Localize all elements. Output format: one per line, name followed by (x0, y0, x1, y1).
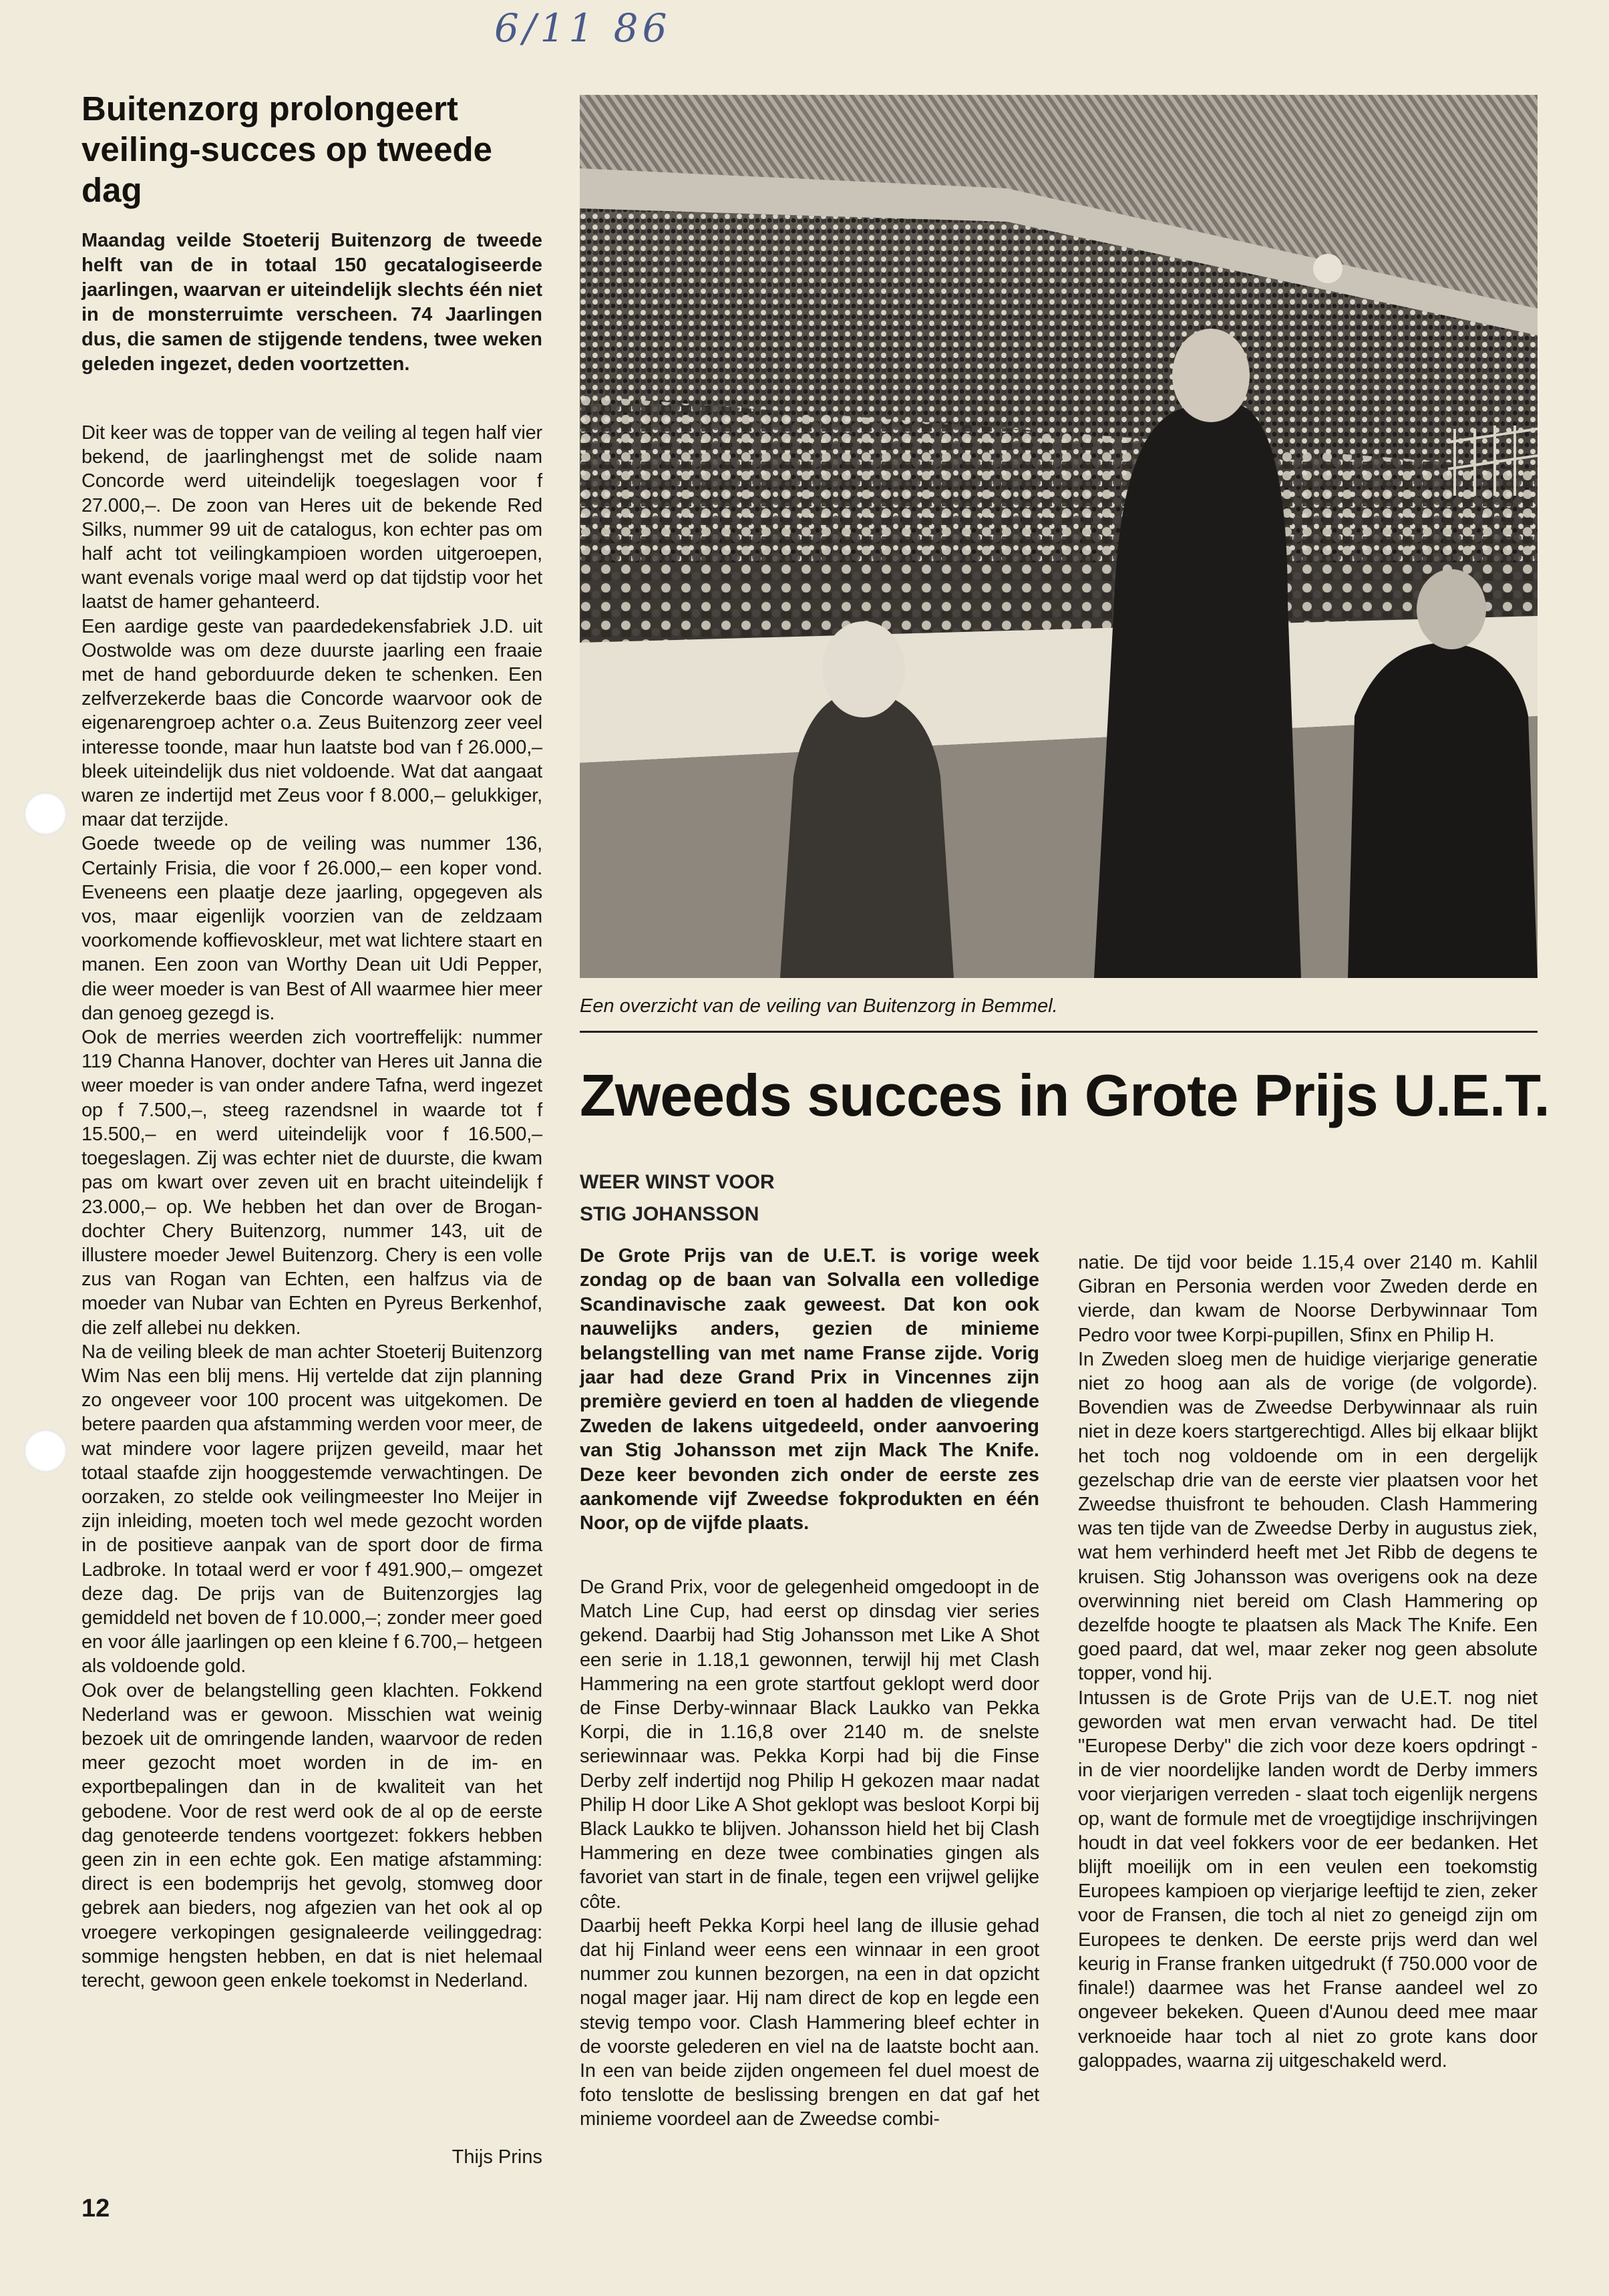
article-1-paragraph: Ook over de belangstelling geen klachten. Fokkend Nederland was er gewoon. Misschien wat weinig bezoek uit de omringende landen, waarvoor de reden meer gezocht moet worden in de im- en exportbepalingen dan in de kwaliteit van het gebodene. Voor de rest werd ook de al op de eerste dag genoteerde tendens voortgezet: fokkers hebben geen zin in een echte gok. Een matige afstamming: direct is een bodemprijs het gevolg, stomweg door gebrek aan bieders, nog afgezien van het ook al op vroegere verkopingen gesignaleerde veilinggedrag: sommige hengsten hebben, en dat is niet helemaal terecht, gewoon geen enkele toekomst in Nederland. (81, 1679, 542, 1991)
article-2-paragraph: De Grand Prix, voor de gelegenheid omgedoopt in de Match Line Cup, had eerst op dinsdag vier series gekend. Daarbij had Stig Johansson met Like A Shot een serie in 1.18,1 gewonnen, terwijl hij met Clash Hammering na een grote startfout geklopt werd door de Finse Derby-winnaar Black Laukko van Pekka Korpi, die in 1.16,8 over 2140 m. de snelste seriewinnaar was. Pekka Korpi had bij die Finse Derby zelf indertijd nog Philip H gekozen maar nadat Philip H door Like A Shot geklopt was besloot Korpi bij Black Laukko te blijven. Johansson hield het bij Clash Hammering en deze twee combinaties gingen als favoriet van start in de finale, tegen een vrijwel gelijke côte. (580, 1577, 1039, 1913)
article-2-paragraph: In Zweden sloeg men de huidige vierjarige generatie niet zo hoog aan als de vorige (de volgorde). Bovendien was de Zweedse Derbywinnaar als ruin niet in deze koers startgerechtigd. Alles bij elkaar blijkt het toch nog voldoende om in een dergelijk gezelschap drie van de eerste vier plaatsen voor het Zweedse thuisfront te behouden. Clash Hammering was ten tijde van de Zweedse Derby in augustus ziek, wat hem verhinderd heeft met Jet Ribb de degens te kruisen. Stig Johansson was overigens ook na deze overwinning niet bereid om Clash Hammering op dezelfde hoogte te plaatsen als Mack The Knife. Een goed paard, dat wel, maar zeker nog geen absolute topper, vond hij. (1078, 1348, 1538, 1685)
punch-hole (24, 1430, 67, 1472)
punch-hole (24, 792, 67, 835)
author-byline: Thijs Prins (452, 2146, 542, 2168)
article-2-body-col-1 (580, 1575, 1039, 2132)
article-2-body-col-2 (1078, 1251, 1538, 2073)
kicker-line: STIG JOHANSSON (580, 1203, 759, 1225)
article-2-paragraph: Intussen is de Grote Prijs van de U.E.T. nog niet geworden wat men ervan verwacht had. De titel "Europese Derby" die zich voor deze koers opdringt - in de vier noordelijke landen wordt de Derby immers voor vierjarigen verreden - slaat toch eigenlijk nergens op, want de formule met de vroegtijdige inschrijvingen houdt in dat veel fokkers voor de eer bedanken. Het blijft moeilijk om in een veulen een toekomstig Europees kampioen op vierjarige leeftijd te zien, zeker voor de Fransen, die toch al niet zo geneigd zijn om Europees te denken. De eerste prijs werd dan wel keurig in Franse franken uitgedrukt (f 750.000 voor de finale!) daarmee was het Franse aandeel wel zo ongeveer bekeken. Queen d'Aunou deed mee maar verknoeide haar toch al niet zo grote kans door galoppades, waarna zij uitgeschakeld werd. (1078, 1687, 1538, 2072)
article-2-paragraph: natie. De tijd voor beide 1.15,4 over 2140 m. Kahlil Gibran en Personia werden voor Zweden derde en vierde, dan kwam de Noorse Derbywinnaar Tom Pedro voor twee Korpi-pupillen, Sfinx en Philip H. (1078, 1252, 1538, 1346)
handwritten-date: 6/11 86 (494, 5, 671, 51)
auction-photo (580, 95, 1538, 978)
divider (580, 1031, 1538, 1033)
article-2-headline: Zweeds succes in Grote Prijs U.E.T. (580, 1062, 1550, 1128)
article-1-paragraph: Na de veiling bleek de man achter Stoeterij Buitenzorg Wim Nas een blij mens. Hij vertelde dat zijn planning zo ongeveer voor 100 procent was uitgekomen. De betere paarden qua afstamming werden voor meer, de wat mindere voor lagere prijzen geveild, maar het totaal staafde zijn hooggestemde verwachtingen. De oorzaken, zo stelde ook veilingmeester Ino Meijer in zijn inleiding, moeten toch wel mede gezocht worden in de positieve aanpak van de sport door de firma Ladbroke. In totaal werd er voor f 491.900,– omgezet deze dag. De prijs van de Buitenzorgjes lag gemiddeld net boven de f 10.000,–; zonder meer goed en voor álle jaarlingen op een kleine f 6.700,– hetgeen als voldoende gold. (81, 1341, 542, 1677)
article-1-paragraph: Ook de merries weerden zich voortreffelijk: nummer 119 Channa Hanover, dochter van Heres uit Janna die weer moeder is van onder andere Tafna, werd ingezet op f 7.500,–, steeg razendsnel in waarde tot f 15.500,– en werd uiteindelijk voor f 16.500,– toegeslagen. Zij was echter niet de duurste, die kwam pas om kwart over zeven uit en bracht uiteindelijk f 23.000,– op. We hebben het dan over de Brogan-dochter Chery Buitenzorg, nummer 143, uit de illustere moeder Jewel Buitenzorg. Chery is een volle zus van Rogan van Echten, een halfzus via de moeder van Nubar van Echten en Pyreus Berkenhof, die zelf allebei nu dekken. (81, 1027, 542, 1339)
page-number: 12 (81, 2194, 110, 2223)
photo-caption: Een overzicht van de veiling van Buitenzorg in Bemmel. (580, 995, 1058, 1017)
article-1-paragraph: Goede tweede op de veiling was nummer 136, Certainly Frisia, die voor f 26.000,– een koper vond. Eveneens een plaatje deze jaarling, opgegeven als vos, maar eigenlijk voorzien van de zeldzaam voorkomende koffievoskleur, met wat lichtere staart en manen. Een zoon van Worthy Dean uit Udi Pepper, die weer moeder is van Best of All waarmee hier meer dan genoeg gezegd is. (81, 833, 542, 1024)
article-1-lead: Maandag veilde Stoeterij Buitenzorg de tweede helft van de in totaal 150 gecatalogiseerde jaarlingen, waarvan er uiteindelijk slechts één niet in de monsterruimte verscheen. 74 Jaarlingen dus, die samen de stijgende tendens, twee weken geleden ingezet, deden voortzetten. (81, 230, 542, 375)
article-1-paragraph: Een aardige geste van paardedekensfabriek J.D. uit Oostwolde was om deze duurste jaarling een fraaie met de hand geborduurde deken te schenken. Een zelfverzekerde baas die Concorde waarvoor ook de eigenarengroep achter o.a. Zeus Buitenzorg zeer veel interesse toonde, maar hun laatste bod van f 26.000,– bleek uiteindelijk dus niet voldoende. Wat dat aangaat waren ze indertijd met Zeus voor f 8.000,– gelukkiger, maar dat terzijde. (81, 615, 542, 831)
kicker-line: WEER WINST VOOR (580, 1171, 775, 1193)
article-2-kicker (580, 1166, 1047, 1231)
article-1-paragraph: Dit keer was de topper van de veiling al tegen half vier bekend, de jaarlinghengst met de solide naam Concorde werd uiteindelijk toegeslagen voor f 27.000,–. De zoon van Heres uit de bekende Red Silks, nummer 99 uit de catalogus, kon echter pas om half acht tot veilingkampioen worden uitgeroepen, want evenals vorige maal werd op dat tijdstip voor het laatst de hamer gehanteerd. (81, 422, 542, 613)
article-1-body (81, 421, 542, 1993)
article-2-lead: De Grote Prijs van de U.E.T. is vorige week zondag op de baan van Solvalla een volledige Scandinavische zaak geweest. Dat kon ook nauwelijks anders, gezien de minieme belangstelling van met name Franse zijde. Vorig jaar had deze Grand Prix in Vincennes zijn première gevierd en toen al hadden de vliegende Zweden de lakens uitgedeeld, onder aanvoering van Stig Johansson met zijn Mack The Knife. Deze keer bevonden zich onder de eerste zes aankomende vijf Zweedse fokprodukten en één Noor, op de vijfde plaats. (580, 1245, 1039, 1534)
article-2-paragraph: Daarbij heeft Pekka Korpi heel lang de illusie gehad dat hij Finland weer eens een winnaar in een groot nummer zou kunnen bezorgen, na een in dat opzicht nogal mager jaar. Hij nam direct de kop en legde een stevig tempo voor. Clash Hammering bleef echter in de voorste gelederen en viel na de laatste bocht aan. In een van beide zijden ongemeen fel duel moest de foto tenslotte de beslissing brengen en dat gaf het minieme voordeel aan de Zweedse combi- (580, 1915, 1039, 2130)
article-1-headline: Buitenzorg prolongeert veiling-succes op tweede dag (81, 90, 493, 209)
